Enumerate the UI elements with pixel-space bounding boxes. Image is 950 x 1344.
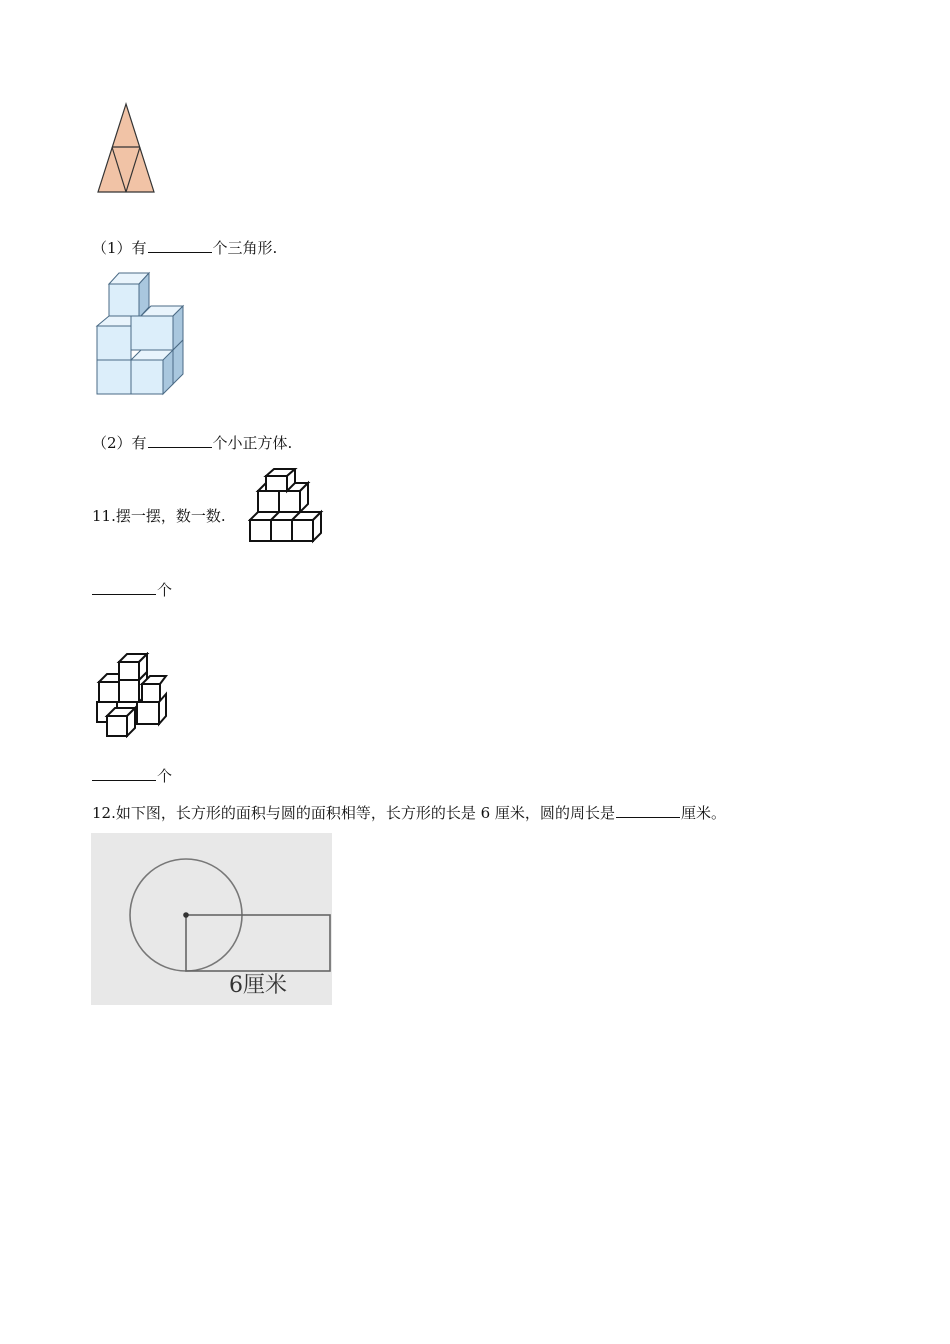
q10-part1-suffix: 个三角形. (212, 239, 278, 257)
q11-answer1-suffix: 个 (157, 581, 173, 599)
q11-answer1 (92, 580, 172, 600)
q11-prompt: 11.摆一摆，数一数. (92, 507, 226, 525)
blue-cubes-figure (95, 270, 190, 398)
cube-stack-figure-2 (94, 652, 172, 738)
q12-prompt (92, 803, 726, 823)
q10-part2-suffix: 个小正方体. (212, 434, 293, 452)
answer-blank[interactable] (616, 803, 680, 818)
q10-part2 (92, 433, 292, 453)
answer-blank[interactable] (148, 433, 212, 448)
q11-answer2 (92, 766, 172, 786)
q12-prompt-after: 厘米。 (680, 804, 726, 822)
answer-blank[interactable] (92, 580, 156, 595)
figure-label: 6厘米 (229, 973, 287, 998)
q10-part1-prefix: （1）有 (92, 239, 147, 257)
q11-answer2-suffix: 个 (157, 767, 173, 785)
triangle-figure (96, 100, 158, 196)
answer-blank[interactable] (148, 238, 212, 253)
q12-prompt-before: 12.如下图，长方形的面积与圆的面积相等，长方形的长是 6 厘米，圆的周长是 (92, 804, 615, 822)
q10-part2-prefix: （2）有 (92, 434, 147, 452)
answer-blank[interactable] (92, 766, 156, 781)
q10-part1 (92, 238, 277, 258)
cube-stack-figure-1 (248, 468, 326, 544)
circle-rectangle-figure (91, 833, 332, 1005)
